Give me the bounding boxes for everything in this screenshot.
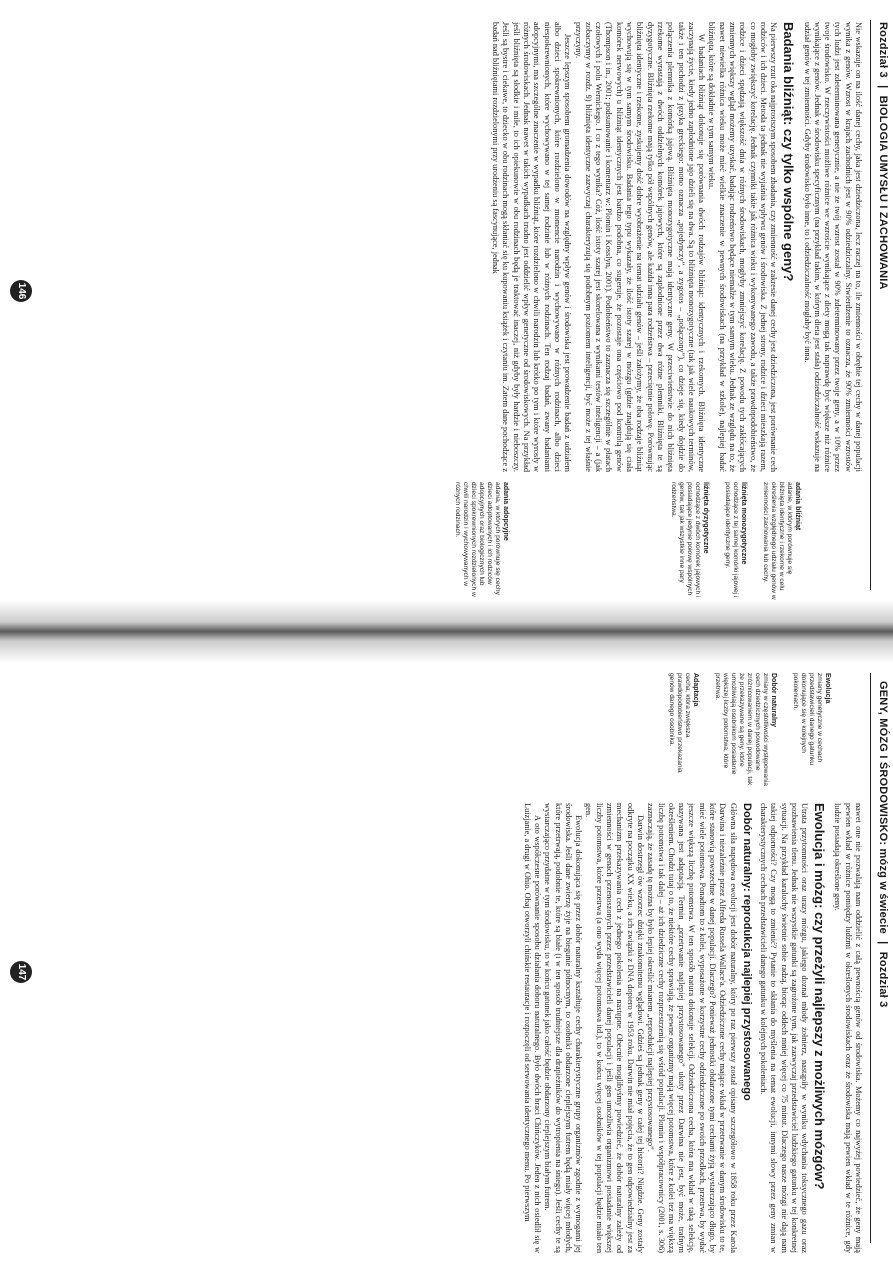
glossary-definition: ochodzące z dwóch komórek jajowych i posiadające jedynie połowę wspólnych genów, tak jak wszystkie inne pary rodzeństwa.: [670, 482, 701, 598]
glossary-definition: zmiany genetyczne w cechach przedstawicieli danego gatunku dokonujące się w kolejnych pokoleniach.: [792, 673, 823, 766]
left-paragraph: Jeszcze lepszym sposobem gromadzenia dowodów na względny wpływ genów i środowiska jest prowadzenie badań z udziałem albo dzieci spokrewnionych, które rozdzielono w momencie narodzin i wychowywano w różnych rodzinach, albo dzieci niespokrewnionych, które wychowywano w tej samej rodzinie lub w różnych rodzinach. Ten rodzaj badań, zwany badaniami adopcyjnymi, ma szczególne znaczenie w wypadku bliźniąt, które rozdzielono w chwili narodzin lub krótko po tym i które wyrosły w różnych środowiskach. Jednak nawet w takich wypadkach trudno jest oddzielić wpływ genetyczne od środowiskowych. Na przykład jeśli bliźnięta są słodkie i miłe, to ich opiekunowie w obu rodzinach będą je traktować inaczej, niż gdyby były hardzie i nieboszczy. Jeśli są bystre i ciekawe, to dziecko w obu rodzinach mogą skłaniać się ku kupowaniu książek i czytaniu im. Zatem dane pochodzące z badań nad bliźniętami rozdzielonymi przy urodzeniu są fascynujące, jednak: [491, 22, 573, 472]
glossary-definition: cecha, która zwiększa prawdopodobieństwo przekazania genów danego osobnika.: [668, 673, 691, 773]
glossary-term: Ewolucja: [824, 673, 831, 704]
glossary-term: Adaptacja: [692, 673, 699, 707]
right-paragraph: Główna siła napędowa ewolucji jest dobór naturalny, który po raz pierwszy został opisany szczegółowo w 1858 roku przez Karola Darwina i niezależnie przez Alfreda Russela Wallace'a. Odziedziczone cechy mające wkład w przetrwanie w danym środowisku to te, które stanowią powszechne w danej populacji. Dlaczego? Ponieważ jednostki obdarzone tymi cechami żyją wystarczająco długo, by mieć wiele potomstwa. Ponadtom to z kolei, wyposażone w korzystne cechy odziedziczone po swoich przodkach, przetrwa, by wydać jeszcze większą liczbę potomstwa. W ten sposób natura dokonuje selekcji. Odziedziczona cecha, która ma wkład w taką selekcję, nazywana jest adaptacją. Termin „przetrwanie najlepiej przystosowanego” ukuty przez Darwina nie jest, być może, trafnym określeniem. Chodzi tutaj o to, że niektóre cechy sprawiają, że pewne organizmy mają więcej potomstwa, które z kolei też ma większą liczbę potomstwa i tak dalej – aż ich dziedziczne cechy rozprzestrzenią się wśród populacji. Plomin i współpracownicy (2001, s. 306) zaznaczają, że zasadę tę można by było lepiej określić mianem „reprodukcji najlepiej przystosowanego”.: [646, 803, 738, 1253]
right-paragraph: Utrata przytomności oraz urazy mózgu, jakiego doznał młody żołnierz, nastąpiły w wyniku wdychania toksycznego gazu oraz pozbawienia tlenu. Jednak nie wszystkie gatunki są zagrożone tym, jak zazwyczaj przedstawiciel ludzkiego gatunku w tej konkretnej sytuacji. Na przykład karaluchy świetnie sobie radzą, biorąc oddech mniej więcej co 75 minut. Dlaczego nasze mózgi nie dają nam takiej odporności? Czy mogą to zmienić? Pytanie to skłania do myślenia na temat ewolucji, innymi słowy przez geny zmian w charakterystycznych cechach przedstawicieli danego gatunku w kolejnych pokoleniach.: [758, 803, 810, 1253]
left-book-part-title: BIOLOGIA UMYSŁU I ZACHOWANIA: [877, 95, 889, 290]
glossary-definition: adanie, w którym porównuje się bliźnięta identyczne i rzekome w celu określenia względnego udziału genów w zmienności zachowania lub cechy.: [762, 482, 793, 600]
left-paragraph: W badaniach bliźniąt dokonuje się porównania dwóch rodzajów bliźniąt: identycznych i rzekomych. Bliźnięta identyczne zaczynają życie, kiedy jedno zapłodnione jajo dzieli się na dwa. Są to bliźnięta monozygotyczne (tak jak wiele naukowych terminów, także i ten pochodzi z języka greckiego: mono oznacza „pojedynczy”, a zygotos – „połączony”), co dzieje się, kiedy dojdzie do połączenia plemnika z komórką jajową. Bliźnięta monozygotyczne mają identyczne geny. W przeciwieństwie do nich bliźnięta rzekome wyrastają z dwóch oddzielnych komórek jajowych, które są zapłodnione przez dwa różne plemniki. Bliźnięta te są dyzygotyczne. Bliźnięta rzekome mają tylko pół wspólnych genów, ale każda inna para rodzeństwa – przeciętnie połowę. Porównując bliźnięta identyczne i rzekome, zyskujemy dość dobre wyobrażenie na temat udziału genów – jeśli założymy, że oba rodzaje bliźniąt wychowują się w tym samym środowisku. Badania tego typu wykazały, że ilość istoty szarej w mózgu (gdzie znajdują się ciała komórek nerwowych) u bliźniąt identycznych jest bardzo podobna, co sugeruje, że pozostaje ona częściowo pod kontrolą genów (Thompson i in., 2001; podsumowanie i komentarz w: Plomin i Kosslyn, 2001). Podobieństwo to zaznacza się szczególnie w płatach czołowych i polu Wernickego. I co z tego wynika? Cóż, ilość istoty szarej jest skorelowana z wynikami testów inteligencji – a (jak zobaczymy w rozdz. 9) bliźnięta identyczne zazwyczaj charakteryzują się podobnym poziomem inteligencji, być może z tej właśnie przyczyny.: [573, 22, 707, 472]
glossary-term: liźnięta monozygotyczne: [740, 482, 747, 565]
left-margin-glossary: [439, 482, 803, 600]
right-paragraph: A oto współczesne porównanie sposobu działania doboru naturalnego. Było dwóch braci Chińczyków. Jeden z nich osiedlił się w Luizjanie, a drugi w Ohio. Obaj otworzyli chińskie restauracje i rozpoczęli od serwowania identycznego menu. Po pierwszym: [522, 803, 542, 1253]
right-book-part-title: GENY, MÓZG I ŚRODOWISKO: mózg w świecie: [877, 681, 889, 934]
right-chapter-label: Rozdział 3: [877, 951, 889, 1008]
right-page: [0, 643, 893, 1263]
section-heading-twin-studies: Badania bliźniąt: czy tylko wspólne geny?: [781, 22, 797, 282]
glossary-term: adania adopcyjne: [502, 482, 509, 541]
left-head-rule: [870, 20, 871, 590]
right-running-head: [877, 681, 889, 1008]
section-heading-evolution: Ewolucja i mózg: czy przeżyli najlepszy z możliwych mózgów?: [812, 803, 828, 1190]
left-page-number: 146: [10, 280, 32, 302]
glossary-definition: zmiany w częstotliwości występowania cech dziedzicznych powodowane zróżnicowaniem w danej populacji, tak że przekazywane są geny, które umożliwiają osobnikom posiadanie większej liczby potomstwa, które przetrwa.: [714, 673, 769, 786]
glossary-term: liźnięta dyzygotyczne: [702, 482, 709, 554]
left-paragraph: Na pierwszy rzut oka najprostszym sposobem zbadania, czy zmienność w zakresie danej cechy jest dziedziczona, jest porównanie cech rodziców i ich dzieci. Metoda ta jednak nie wyjaśnia wpływu genów i środowiska. Z jednej strony, rodzice i dzieci mieszkają razem, co mogłoby zwiększyć korelację. Jednak czynniki takie jak różnica wieku i wykonywanego zawodu, a także prawdopodobieństwo, że rodzice i dzieci spędzają większość dnia w różnych środowiskach, mogłyby zmniejszyć korelację. Z powodu tych zakłócających zmiennych większy wgląd możemy uzyskać, badając rodzeństwo będące niemalże w tym samym wieku. Jednak ze względu na to, że nawet niewielka różnica wieku może mieć wielkie znaczenie w pewnych środowiskach (na przykład w szkole), najlepiej badać bliźnięta, które są dokładnie w tym samym wieku.: [707, 22, 779, 472]
section-heading-natural-selection: Dobór naturalny: reprodukcja najlepiej przystosowanego: [740, 803, 753, 1101]
right-paragraph: Ewolucja dokonująca się przez dobór naturalny kształtuje cechy charakterystyczne grupy organizmów zgodnie z wymogami jej środowiska. Jeśli dane zwierzę żyje na biegunie północnym, to osobniki obdarzone cieplejszym futrem będą miały więcej młodych, które przetrwają, podobnie te, które są białe (i w ten sposób trudniejsze dla drapieżników do wytropienia na śniegu). Jeśli cechy te są wystarczająco przydatne w tym środowisku, to w końcu gatunek jako całość będzie obdarzony cieplejszym białym futrem.: [543, 803, 584, 1253]
right-paragraph: nawet one nie pozwalają nam oddzielić z całą pewnością genów od środowiska. Możemy co najwyżej powiedzieć, że geny mają pewien wkład w różnice pomiędzy ludźmi w określonych środowiskach oraz że środowiska mają pewien wkład w te różnice, gdy ludzie posiadają określone geny.: [833, 803, 863, 1253]
right-head-rule: [870, 673, 871, 1243]
left-running-head: [877, 22, 889, 290]
glossary-term: Dobór naturalny: [770, 673, 777, 728]
left-head-separator: |: [877, 85, 889, 89]
glossary-definition: ochodzące z tej samej komórki jajowej i posiadające identyczne geny.: [724, 482, 739, 598]
right-page-number: 147: [10, 961, 32, 983]
right-body-column: [43, 803, 863, 1253]
glossary-definition: adania, w których porównuje się cechy dzieci adoptowanych i ich rodziców adopcyjnych oraz biologicznych lub dzieci spokrewnionych rozdzielonych w chwili narodzin i wychowywanych w różnych rodzinach.: [454, 482, 501, 597]
left-body-column: [43, 22, 863, 472]
right-paragraph: Darwin dostrzegł ów wzorzec dzięki znakomitemu wglądowi. Gdzieś są jednak geny w całej tej historii? Nigdzie. Geny zostały odkryte na początku XX wieku, a ich związki z DNA dopiero w 1953 roku. Darwin nie miał pojęcia, że to gen odpowiedzialny jest za mechanizm przekazywania cech z jednego pokolenia na następne. Obecnie moglibyśmy powiedzieć, że dobór naturalny zależy od zmienności w genach przenoszonych przez przedstawicieli danej populacji i jeśli gen umożliwia organizmowi posiadanie większej liczby potomstwa, które przetrwa (a ono wyda więcej potomstwa itd.), to w końcu więcej osobników w tej populacji będzie miało ten gen.: [584, 803, 645, 1253]
glossary-term: adania bliźniąt: [794, 482, 801, 531]
left-chapter-label: Rozdział 3: [877, 22, 889, 78]
right-head-separator: |: [877, 941, 889, 945]
left-paragraph: Nie wskazuje on na ilość danej cechy, jaka jest dziedziczona, lecz raczej na to, ile zmienności w obrębie tej cechy w danej populacji wynika z genów. Wzrost w krajach zachodnich jest w 90% odziedziczalny. Stwierdzenie to oznacza, że 90% zmienności wzrostów tych ludzi jest zdeterminowana genetycznie, a nie że twój wzrost został w 90% zdeterminowany przez twoje geny, a w 10% przez twoje środowisko. W rzeczywistości możliwe różnice we wzroście wynikające z diety mogą tak naprawdę być większe niż różnice wynikające z genów. Jednak w środowisku specyficznym (na przykład takim, w którym dieta jest stała) odziedziczalność wskazuje na udział genów w tej zmienności. Gdyby środowisko było inne, to i odziedziczalność mogłaby być inna.: [802, 22, 863, 472]
right-margin-glossary: [653, 673, 833, 791]
left-page: [0, 0, 893, 620]
